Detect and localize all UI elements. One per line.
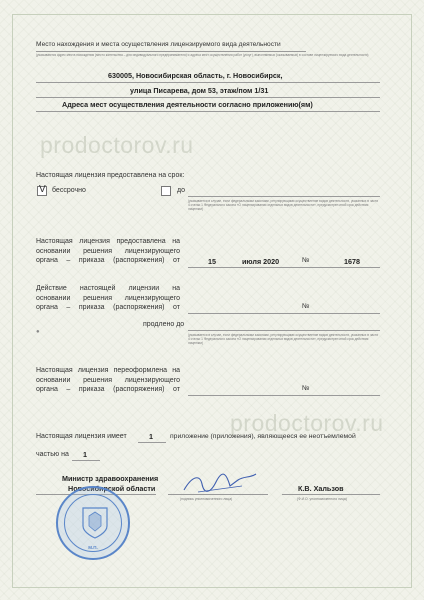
reissued-line-3: органа – приказа (распоряжения) от xyxy=(36,386,180,393)
term-label: Настоящая лицензия предоставлена на срок: xyxy=(36,172,185,179)
term-option-indefinite: бессрочно xyxy=(52,187,86,194)
signer-name: К.В. Хальзов xyxy=(298,484,344,493)
address-heading-underline xyxy=(36,51,306,52)
term-until-checkbox[interactable] xyxy=(161,186,171,196)
part-count: 1 xyxy=(83,450,87,459)
validity-line-3: органа – приказа (распоряжения) от xyxy=(36,304,180,311)
signer-underline xyxy=(282,494,380,495)
granted-month-year: июля 2020 xyxy=(242,257,280,266)
appendix-count-underline xyxy=(138,442,166,443)
reissued-number-sign: № xyxy=(302,385,310,392)
granted-number: 1678 xyxy=(344,257,360,266)
seal-label: М.П. xyxy=(88,545,98,550)
validity-number-sign: № xyxy=(302,303,310,310)
signature-caption: (подпись уполномоченного лица) xyxy=(180,497,233,501)
granted-underline xyxy=(188,267,380,268)
term-until-underline xyxy=(188,196,380,197)
extended-until-label: продлено до xyxy=(143,321,185,328)
granted-day: 15 xyxy=(208,257,216,266)
extended-note: (указывается в случае, если федеральными законами, регулирующими осуществление видов деятельности, указанных в части 4 статьи 1 Федерального закона «О лицензировании отдельных видов деятельности», предусмотрен иной срок действия лицензии) xyxy=(188,333,379,345)
part-count-underline xyxy=(72,460,100,461)
reissued-line-1: Настоящая лицензия переоформлена на xyxy=(36,367,180,374)
granted-line-3: органа – приказа (распоряжения) от xyxy=(36,257,180,264)
signature-underline xyxy=(168,494,268,495)
validity-text xyxy=(36,284,180,313)
reissued-text xyxy=(36,366,180,395)
watermark-bottom: prodoctorov.ru xyxy=(230,410,384,436)
granted-text xyxy=(36,237,180,266)
validity-line-1: Действие настоящей лицензии на xyxy=(36,285,180,292)
authority-line-1: Министр здравоохранения xyxy=(62,474,159,483)
address-line-1: 630005, Новосибирская область, г. Новосибирск, xyxy=(108,71,283,80)
part-text-before: частью на xyxy=(36,451,69,458)
validity-underline xyxy=(188,313,380,314)
address-line-2: улица Писарева, дом 53, этаж/пом 1/31 xyxy=(130,86,269,95)
granted-line-1: Настоящая лицензия предоставлена на xyxy=(36,238,180,245)
term-option-until: до xyxy=(177,187,185,194)
address-note: (указываются адрес места нахождения (место жительства – для индивидуального предпринимателя) и адреса мест осуществления работ (услуг), выполняемых (оказываемых) в составе лицензируемого вида деятельности) xyxy=(36,53,369,57)
address-line-3: Адреса мест осуществления деятельности согласно приложению(ям) xyxy=(62,100,313,109)
validity-line-2: основании решения лицензирующего xyxy=(36,294,180,302)
granted-line-2: основании решения лицензирующего xyxy=(36,247,180,255)
reissued-line-2: основании решения лицензирующего xyxy=(36,376,180,384)
check-mark-icon: V xyxy=(39,184,46,195)
watermark-top: prodoctorov.ru xyxy=(40,132,194,158)
appendix-text-after: приложение (приложения), являющееся ее неотъемлемой xyxy=(170,433,356,440)
authority-line-2: Новосибирской области xyxy=(68,484,156,493)
appendix-count: 1 xyxy=(149,432,153,441)
term-note: (указывается в случае, если федеральными законами, регулирующими осуществление видов деятельности, указанных в части 4 статьи 1 Федерального закона «О лицензировании отдельных видов деятельности», предусмотрен иной срок действия лицензии) xyxy=(188,199,379,211)
extended-underline xyxy=(188,330,380,331)
granted-number-sign: № xyxy=(302,257,310,264)
address-underline-2 xyxy=(36,97,380,98)
appendix-text-before: Настоящая лицензия имеет xyxy=(36,433,127,440)
address-underline-3 xyxy=(36,111,380,112)
reissued-underline xyxy=(188,395,380,396)
address-underline-1 xyxy=(36,82,380,83)
signer-caption: (Ф.И.О. уполномоченного лица) xyxy=(297,497,347,501)
official-seal-icon xyxy=(56,486,130,560)
address-heading: Место нахождения и места осуществления лицензируемого вида деятельности xyxy=(36,41,281,48)
term-indefinite-checkbox[interactable] xyxy=(37,186,47,196)
bullet-icon: ● xyxy=(36,329,40,335)
